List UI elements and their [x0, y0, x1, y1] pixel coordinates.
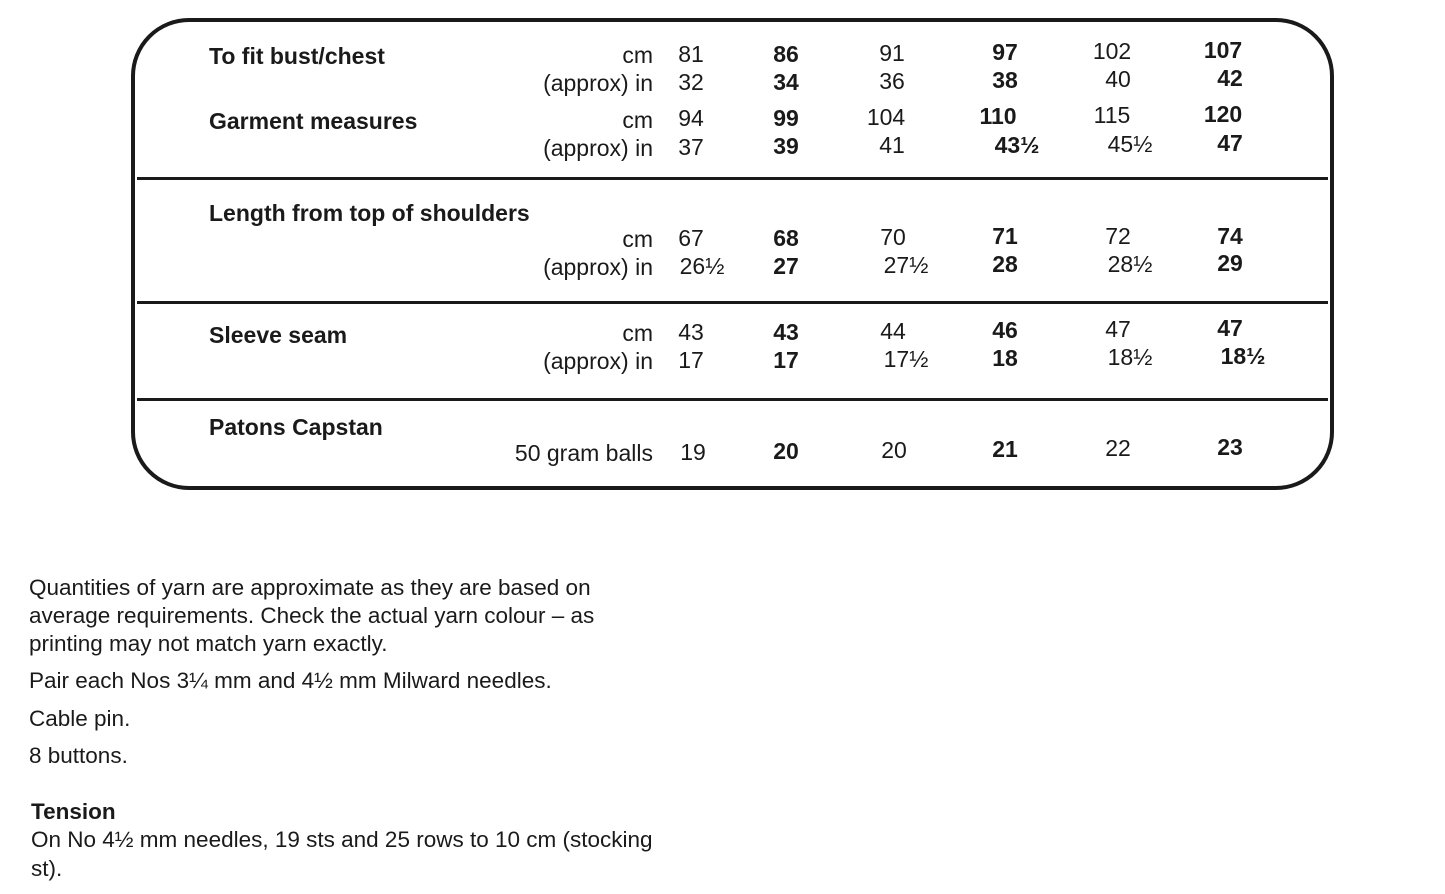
- value-cell: 27½: [883, 252, 929, 278]
- value-cell: 40: [1105, 66, 1131, 92]
- section-heading-garment: Garment measures: [209, 108, 418, 134]
- unit-label: cm: [622, 107, 653, 133]
- quantities-note-line: printing may not match yarn exactly.: [29, 631, 388, 656]
- value-cell: 94: [678, 105, 704, 131]
- unit-label: cm: [622, 320, 653, 346]
- value-cell: 18½: [1220, 343, 1266, 369]
- value-cell: 19: [680, 439, 706, 465]
- value-cell: 17: [773, 347, 799, 373]
- section-divider: [137, 177, 1328, 180]
- tension-heading: Tension: [31, 799, 116, 824]
- value-cell: 99: [773, 105, 799, 131]
- section-heading-yarn: Patons Capstan: [209, 414, 383, 440]
- unit-label: (approx) in: [543, 348, 653, 374]
- unit-label: cm: [622, 42, 653, 68]
- unit-label: (approx) in: [543, 135, 653, 161]
- value-cell: 28: [992, 251, 1018, 277]
- buttons-note: 8 buttons.: [29, 743, 128, 768]
- value-cell: 81: [678, 41, 704, 67]
- value-cell: 20: [881, 437, 907, 463]
- section-divider: [137, 398, 1328, 401]
- value-cell: 86: [773, 41, 799, 67]
- quantities-note-line: Quantities of yarn are approximate as they are based on: [29, 575, 591, 600]
- needles-note: Pair each Nos 3¼ mm and 4½ mm Milward needles.: [29, 668, 552, 693]
- tension-line: On No 4½ mm needles, 19 sts and 25 rows to 10 cm (stocking: [31, 827, 653, 852]
- section-heading-bust: To fit bust/chest: [209, 43, 385, 69]
- value-cell: 70: [880, 224, 906, 250]
- section-divider: [137, 301, 1328, 304]
- value-cell: 97: [992, 39, 1018, 65]
- unit-label: (approx) in: [543, 70, 653, 96]
- value-cell: 104: [866, 104, 906, 130]
- tension-line: st).: [31, 856, 63, 881]
- value-cell: 45½: [1107, 131, 1153, 157]
- value-cell: 28½: [1107, 251, 1153, 277]
- value-cell: 47: [1105, 316, 1131, 342]
- value-cell: 102: [1092, 38, 1132, 64]
- cable-pin-note: Cable pin.: [29, 706, 131, 731]
- value-cell: 74: [1217, 223, 1243, 249]
- value-cell: 42: [1217, 65, 1243, 91]
- value-cell: 18: [992, 345, 1018, 371]
- quantities-note-line: average requirements. Check the actual yarn colour – as: [29, 603, 595, 628]
- value-cell: 72: [1105, 223, 1131, 249]
- value-cell: 115: [1093, 102, 1131, 128]
- value-cell: 107: [1203, 37, 1243, 63]
- value-cell: 68: [773, 225, 799, 251]
- unit-label: 50 gram balls: [514, 440, 653, 466]
- value-cell: 37: [678, 134, 704, 160]
- value-cell: 32: [678, 69, 704, 95]
- value-cell: 46: [992, 317, 1018, 343]
- value-cell: 41: [879, 132, 905, 158]
- value-cell: 20: [773, 438, 799, 464]
- value-cell: 43: [678, 319, 704, 345]
- value-cell: 71: [992, 223, 1018, 249]
- section-heading-sleeve: Sleeve seam: [209, 322, 348, 348]
- value-cell: 110: [979, 103, 1017, 129]
- value-cell: 36: [879, 68, 905, 94]
- value-cell: 43½: [994, 132, 1040, 158]
- value-cell: 47: [1217, 315, 1243, 341]
- value-cell: 67: [678, 225, 704, 251]
- value-cell: 27: [773, 253, 799, 279]
- section-heading-length: Length from top of shoulders: [209, 200, 530, 226]
- value-cell: 21: [992, 436, 1018, 462]
- value-cell: 26½: [679, 253, 725, 279]
- value-cell: 17½: [883, 346, 929, 372]
- value-cell: 44: [880, 318, 906, 344]
- value-cell: 17: [678, 347, 704, 373]
- value-cell: 38: [992, 67, 1018, 93]
- value-cell: 91: [879, 40, 905, 66]
- unit-label: (approx) in: [543, 254, 653, 280]
- value-cell: 39: [773, 133, 799, 159]
- value-cell: 120: [1203, 101, 1243, 127]
- value-cell: 23: [1217, 434, 1243, 460]
- unit-label: cm: [622, 226, 653, 252]
- value-cell: 34: [773, 69, 799, 95]
- value-cell: 29: [1217, 250, 1243, 276]
- value-cell: 18½: [1107, 344, 1153, 370]
- value-cell: 43: [773, 319, 799, 345]
- value-cell: 22: [1105, 435, 1131, 461]
- value-cell: 47: [1217, 130, 1243, 156]
